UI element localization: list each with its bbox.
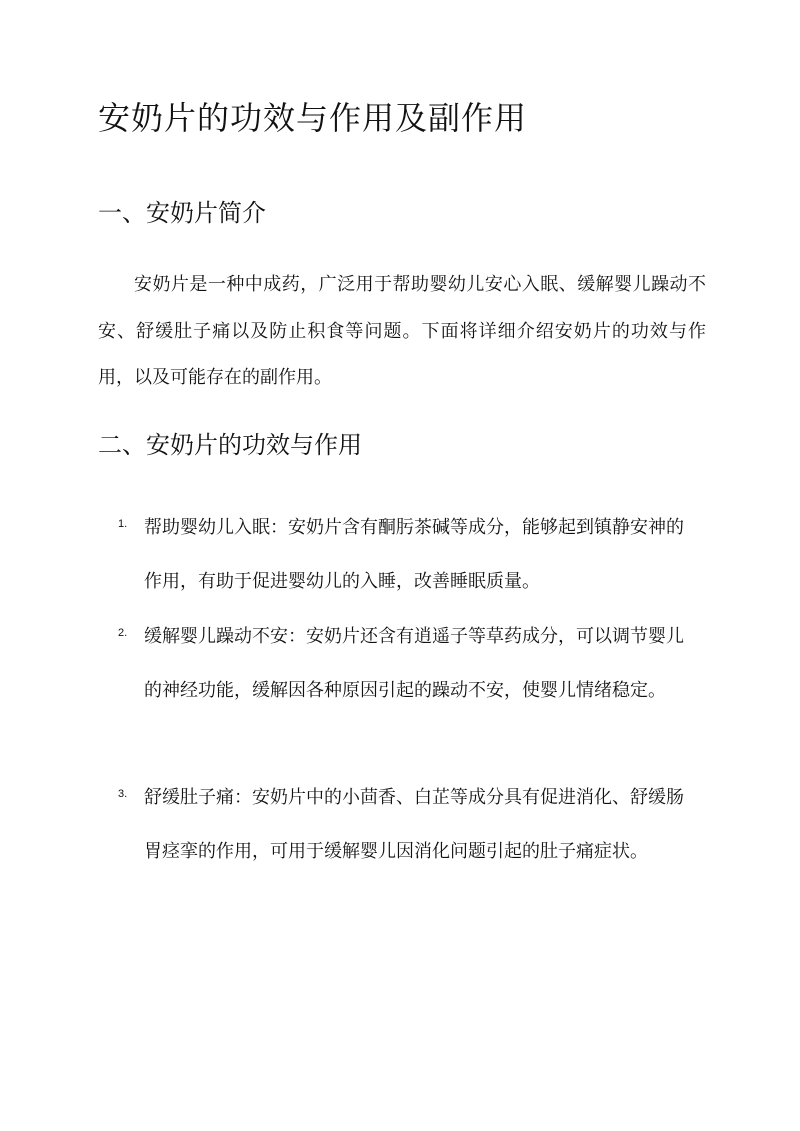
section-heading-effects: 二、安奶片的功效与作用 — [98, 431, 362, 459]
list-item-text: 帮助婴幼儿入眠：安奶片含有酮肟茶碱等成分，能够起到镇静安神的作用，有助于促进婴幼儿的入睡，改善睡眠质量。 — [144, 517, 684, 592]
section-heading-intro: 一、安奶片简介 — [98, 199, 266, 227]
list-item-text: 舒缓肚子痛：安奶片中的小茴香、白芷等成分具有促进消化、舒缓肠胃痉挛的作用，可用于缓解婴儿因消化问题引起的肚子痛症状。 — [144, 787, 684, 862]
document-title: 安奶片的功效与作用及副作用 — [98, 99, 528, 137]
list-item-number: 1. — [118, 518, 128, 530]
list-item-text: 缓解婴儿躁动不安：安奶片还含有逍遥子等草药成分，可以调节婴儿的神经功能，缓解因各种原因引起的躁动不安，使婴儿情绪稳定。 — [144, 626, 684, 701]
intro-paragraph: 安奶片是一种中成药，广泛用于帮助婴幼儿安心入眠、缓解婴儿躁动不安、舒缓肚子痛以及防止积食等问题。下面将详细介绍安奶片的功效与作用，以及可能存在的副作用。 — [98, 274, 706, 388]
list-item-number: 2. — [118, 627, 128, 639]
list-item-number: 3. — [118, 788, 128, 800]
